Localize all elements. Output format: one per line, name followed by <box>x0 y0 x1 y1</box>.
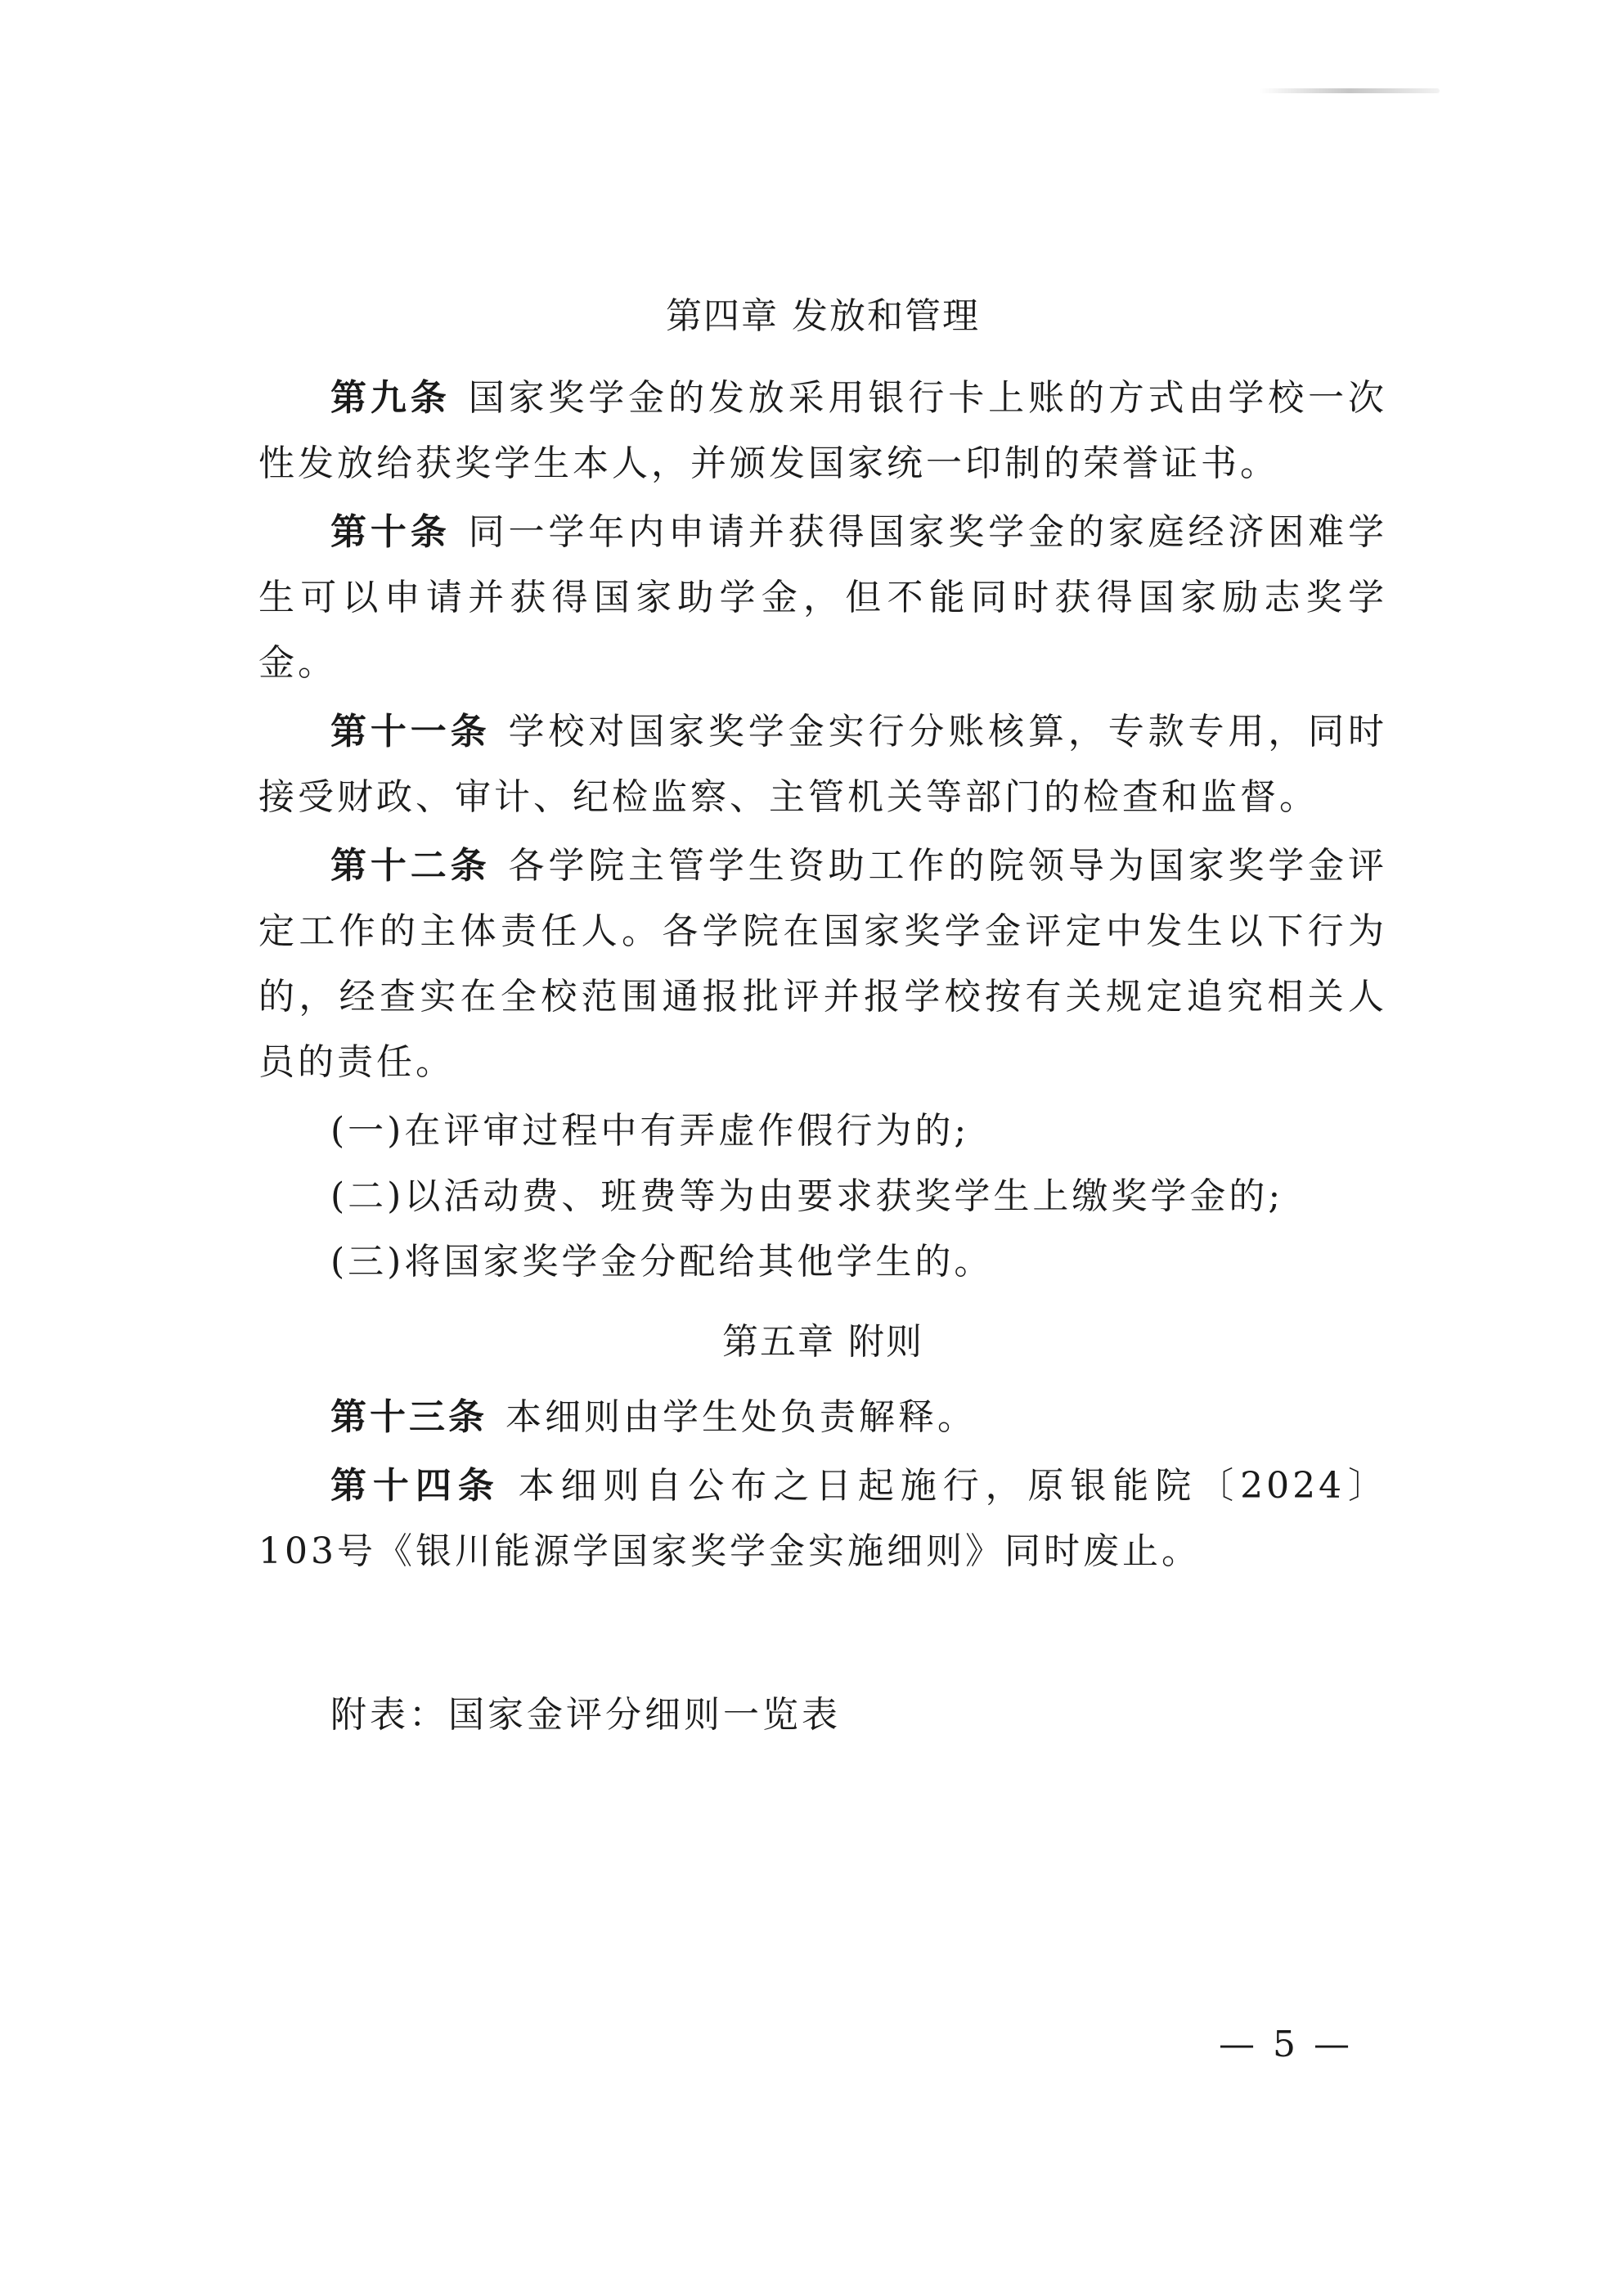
article-label: 第十条 <box>330 511 451 553</box>
list-item: (二)以活动费、班费等为由要求获奖学生上缴奖学金的; <box>330 1175 1284 1217</box>
article-text: 各学院主管学生资助工作的院领导为国家奖学金评定工作的主体责任人。各学院在国家奖学金评定中发生以下行为的，经查实在全校范围通报批评并报学校按有关规定追究相关人员的责任。 <box>258 845 1388 1083</box>
list-item: (一)在评审过程中有弄虚作假行为的; <box>330 1110 970 1152</box>
article-text: 本细则由学生处负责解释。 <box>505 1396 977 1438</box>
attachment-note: 附表：国家金评分细则一览表 <box>330 1694 841 1736</box>
scan-artifact <box>1260 88 1440 93</box>
article-text: 本细则自公布之日起施行，原银能院〔2024〕103号《银川能源学国家奖学金实施细则》同时废止。 <box>258 1465 1387 1572</box>
page-number: — 5 — <box>1219 2024 1353 2065</box>
article-label: 第十三条 <box>330 1396 487 1438</box>
article-label: 第九条 <box>330 377 451 419</box>
article-paragraph <box>258 366 1387 496</box>
article-text: 学校对国家奖学金实行分账核算，专款专用，同时接受财政、审计、纪检监察、主管机关等部门的检查和监督。 <box>258 711 1388 818</box>
article-text: 同一学年内申请并获得国家奖学金的家庭经济困难学生可以申请并获得国家助学金，但不能同时获得国家励志奖学金。 <box>258 511 1387 684</box>
article-paragraph <box>258 833 1387 1095</box>
chapter-title: 第五章 附则 <box>722 1321 923 1363</box>
chapter-title: 第四章 发放和管理 <box>666 295 980 337</box>
document-body <box>258 290 1387 1748</box>
article-label: 第十二条 <box>330 845 491 887</box>
article-label: 第十一条 <box>330 711 491 753</box>
article-paragraph <box>258 1454 1387 1584</box>
article-paragraph <box>258 699 1387 830</box>
article-paragraph <box>258 1385 1387 1450</box>
article-paragraph <box>258 500 1387 696</box>
list-item: (三)将国家奖学金分配给其他学生的。 <box>330 1241 994 1283</box>
article-label: 第十四条 <box>330 1465 501 1507</box>
article-text: 国家奖学金的发放采用银行卡上账的方式由学校一次性发放给获奖学生本人，并颁发国家统一印制的荣誉证书。 <box>258 377 1387 484</box>
